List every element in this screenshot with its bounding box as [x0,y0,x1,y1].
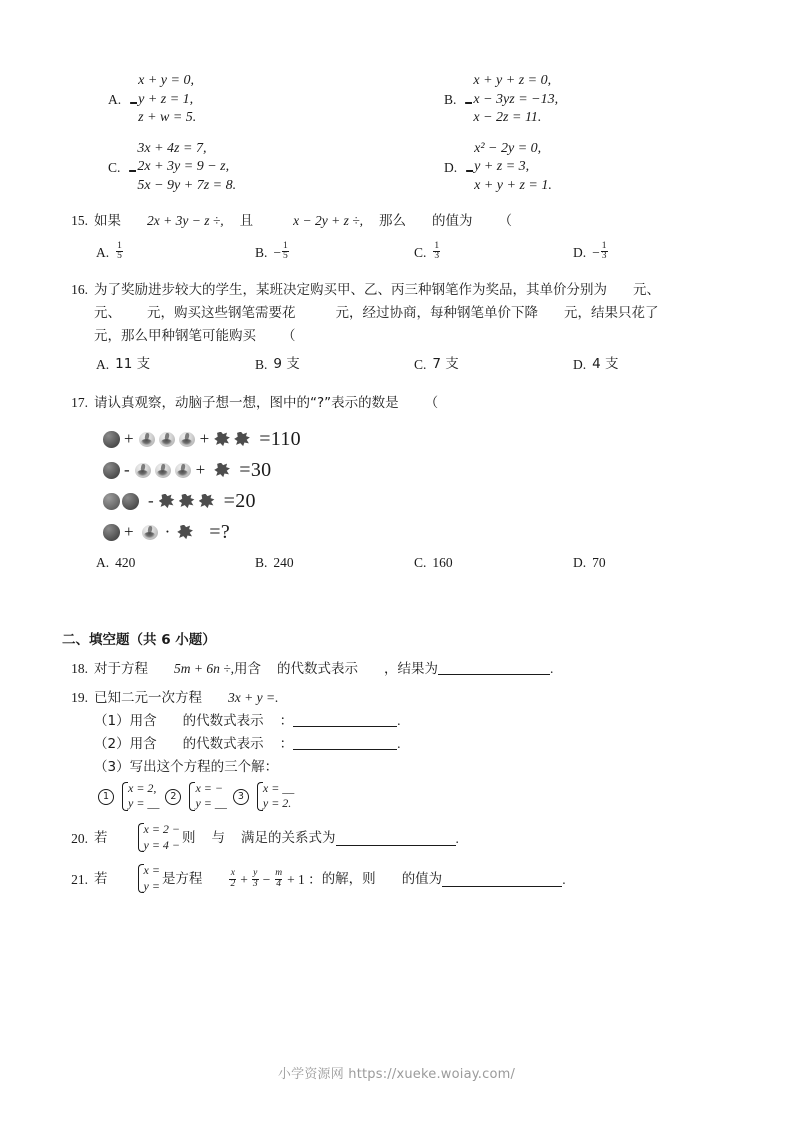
fraction-x-over-2 [229,869,236,889]
answer-blank[interactable] [293,713,397,727]
q20-text-c: 与 [211,829,226,846]
option-text: 7 支 [432,355,459,372]
q17-stem [62,392,732,415]
q20-number: 20. [71,830,88,846]
plus-sign: + [195,460,206,480]
q19-expression: 3x + y =. [228,690,279,706]
solution-marker-1: 1 [98,789,114,805]
plus-sign: + [124,429,134,449]
q21-system [136,863,160,894]
brace-icon [255,781,261,812]
minus-sign: - [124,460,130,480]
q21-stem [62,864,732,895]
fraction [601,242,608,262]
q15-text-b: 且 [239,212,254,229]
q17-options [62,552,732,574]
brace-icon [187,781,193,812]
q15-text-a: 如果 [94,212,121,229]
fraction-numerator: m [275,868,283,879]
fraction-denominator: 3 [434,251,440,262]
option-text: 420 [115,554,136,570]
fraction [282,242,289,262]
option-text: 70 [592,554,606,570]
puzzle-result: =20 [223,489,256,512]
q19-number: 19. [71,690,88,706]
brace-icon [120,781,126,812]
q15-text-d: 的值为 [432,212,473,229]
equation-line: x = − [195,780,223,795]
q20-equations [142,822,181,853]
question-16 [62,279,732,375]
q21-text-a: 若 [94,870,108,887]
question-20 [62,823,732,854]
q19-sub2-label: （2） [94,736,130,753]
splat-icon [159,494,175,509]
cracked-ball-icon [155,463,171,478]
q15-number: 15. [71,212,88,228]
solution-equations [261,781,294,812]
q16-text-3a: 元，那么甲种钢笔可能购买 [94,328,256,345]
q14-option-a-equations [135,72,196,128]
option-text: 11 支 [115,355,151,372]
equation-line: y = 2. [262,796,292,811]
puzzle-result: =110 [259,427,301,450]
equation-line: x = 2 − [143,822,181,837]
equation-line: y = __ [195,796,227,811]
q18-number: 18. [71,660,88,676]
stone-icon [103,524,120,541]
option-label: A. [96,554,110,570]
q14-option-a-label: A. [108,91,122,107]
question-15 [62,210,732,264]
equation-line: 5x − 9y + 7z = 8. [137,178,237,194]
q17-puzzle-figure [62,424,732,548]
equation-line: 3x + 4z = 7, [137,140,207,156]
solution-equations [126,781,159,812]
puzzle-equation-row [102,424,732,455]
q19-stem [62,687,732,710]
q18-period: . [550,660,554,676]
q17-paren: （ [424,394,439,411]
splat-icon [177,525,193,540]
equation-line: x − 2z = 11. [473,110,542,126]
q14-option-a[interactable] [62,72,396,128]
plus-sign: + [199,429,210,449]
equation-line: 2x + 3y = 9 − z, [137,159,230,175]
splat-icon [199,494,215,509]
q15-option-b[interactable] [255,242,414,264]
q19-sub2-period: . [397,736,401,752]
q16-number: 16. [71,282,88,298]
q21-equations [142,863,160,894]
q16-paren: （ [282,328,296,345]
q19-sub-3 [62,756,732,779]
cracked-ball-icon [175,463,191,478]
q16-option-a[interactable] [96,354,255,376]
section-2-heading: 二、填空题（共 6 小题） [62,631,216,648]
q21-period: . [562,871,566,887]
solution-equations [193,781,226,812]
question-19 [62,687,732,813]
stone-icon [122,493,139,510]
q14-option-d[interactable] [396,140,732,196]
q14-option-b[interactable] [396,72,732,128]
q14-option-c[interactable] [62,140,396,196]
q16-text-1-tail: 元、 [633,282,660,299]
q18-text-c: 的代数式表示 [277,660,359,677]
puzzle-result: =? [209,520,231,543]
option-label: D. [573,244,587,260]
question-17 [62,392,732,574]
watermark-footer: 小学资源网 https://xueke.woiay.com/ [277,1067,516,1082]
q19-solutions [62,782,732,813]
q16-text-2c: 元，经过协商，每种钢笔单价下降 [335,305,538,322]
q15-paren: （ [498,212,512,229]
fraction-denominator: 3 [601,251,607,262]
equation-line: x + y = 0, [138,73,194,88]
q15-option-c[interactable] [414,242,573,264]
q17-option-d[interactable] [573,552,732,574]
q14-options-block [62,72,732,196]
equation-line: x + y + z = 1. [474,178,552,194]
answer-blank[interactable] [336,832,456,846]
question-18 [62,658,732,681]
puzzle-result: =30 [239,458,272,481]
splat-icon [234,432,250,447]
equation-line: x + y + z = 0, [473,73,552,88]
fraction-denominator: 2 [230,878,236,889]
equation-line: x − 3yz = −13, [473,91,559,107]
option-label: B. [255,554,268,570]
option-sign: − [592,244,600,260]
q21-text-d: 的值为 [401,870,443,887]
equation-line: z + w = 5. [138,110,197,126]
q16-line-1 [62,279,732,302]
q17-number: 17. [71,394,88,410]
q21-text-b: 是方程 [161,870,203,887]
q14-options-row-2 [62,140,732,196]
option-label: C. [414,244,427,260]
q19-sub2-text-b: 的代数式表示 [182,736,264,753]
answer-blank[interactable] [438,661,550,675]
splat-icon [179,494,195,509]
q16-options [62,354,732,376]
puzzle-equation-row [102,486,732,517]
cracked-ball-icon [135,463,151,478]
splat-icon [214,463,230,478]
puzzle-equation-row [102,517,732,548]
q19-sub3-text: 写出这个方程的三个解： [129,758,279,775]
q15-expression-b: x − 2y + z ÷, [293,212,363,228]
q16-option-b[interactable] [255,354,414,376]
solution-marker-3: 3 [233,789,249,805]
question-21 [62,864,732,895]
fraction [433,242,440,262]
q19-sub2-text-a: 用含 [129,736,157,753]
brace-icon [136,822,142,853]
equation-line: y + z = 3, [474,159,530,175]
q16-text-2b: 元，购买这些钢笔需要花 [147,305,296,322]
option-label: A. [96,244,110,260]
option-text: 9 支 [273,355,300,372]
q18-text-d: ，结果为 [384,660,439,677]
fraction-y-over-3 [252,869,259,889]
stone-icon [103,462,120,479]
q18-expression: 5m + 6n ÷, [174,660,235,676]
q19-sub1-text-b: 的代数式表示 [182,713,264,730]
q21-number: 21. [71,871,88,887]
q17-option-a[interactable] [96,552,255,574]
equation-line: y = 4 − [143,837,181,852]
q17-option-c[interactable] [414,552,573,574]
option-text: 4 支 [592,355,619,372]
fraction-numerator: x [230,868,235,879]
q16-line-2 [62,302,732,325]
q19-sub1-period: . [397,713,401,729]
q20-system [136,822,181,853]
equation-line: x = __ [262,780,295,795]
fraction-numerator: 1 [601,240,607,251]
option-label: C. [414,554,427,570]
equation-line: y + z = 1, [138,91,194,107]
solution-system-3 [255,781,294,812]
cracked-ball-icon [159,432,175,447]
q19-sub1-label: （1） [94,713,130,730]
option-label: B. [255,244,268,260]
q18-text-a: 对于方程 [94,660,148,677]
equation-line: x = [143,863,160,878]
section-2 [62,628,732,896]
q16-text-1: 为了奖励进步较大的学生，某班决定购买甲、乙、丙三种钢笔作为奖品，其单价分别为 [94,282,607,299]
q20-period: . [455,830,459,846]
fraction-denominator: 5 [283,251,288,262]
q19-sub1-text-a: 用含 [129,713,157,730]
equation-line: y = __ [128,796,160,811]
stone-icon [103,493,120,510]
q15-text-c: 那么 [379,212,406,229]
q19-text-a: 已知二元一次方程 [94,690,202,707]
multiply-dot: · [164,522,171,542]
q14-option-c-label: C. [108,159,121,175]
fraction-numerator: y [253,868,258,879]
option-text: 240 [273,554,294,570]
fraction-numerator: 1 [434,240,440,251]
fraction-denominator: 3 [252,878,258,889]
q21-text-c: 的解，则 [321,870,376,887]
q19-sub-1 [62,710,732,733]
q19-sub3-label: （3） [94,758,130,775]
q19-sub-2 [62,733,732,756]
q15-option-a[interactable] [96,242,255,264]
fraction-denominator: 4 [276,878,281,889]
q15-expression-a: 2x + 3y − z ÷, [147,212,224,228]
page-content [62,72,732,902]
option-label: D. [573,554,587,570]
q20-text-d: 满足的关系式为 [241,829,336,846]
q19-sub2-colon: ： [279,736,294,753]
brace-icon [136,863,142,894]
equation-line: x² − 2y = 0, [474,140,542,156]
q18-stem [62,658,732,681]
answer-blank[interactable] [442,873,562,887]
q14-options-row-1 [62,72,732,128]
q14-option-d-equations [471,140,552,196]
option-sign: − [273,244,282,260]
q16-option-c[interactable] [414,354,573,376]
option-text: 160 [432,554,453,570]
q16-line-3 [62,325,732,348]
q20-text-b: 则 [182,829,196,846]
q19-sub1-colon: ： [279,713,294,730]
equation-line: x = 2, [128,780,157,795]
q16-option-d[interactable] [573,354,732,376]
option-label: D. [573,356,587,372]
option-label: B. [255,356,268,372]
plus-sign: + [124,522,134,542]
splat-icon [214,432,230,447]
q17-text: 请认真观察，动脑子想一想，图中的“?”表示的数是 [94,394,399,411]
answer-blank[interactable] [293,736,397,750]
option-label: A. [96,356,110,372]
q20-stem [62,823,732,854]
q21-operator-3: + 1 ： [287,871,322,887]
cracked-ball-icon [142,525,158,540]
stone-icon [103,431,120,448]
fraction-m-over-4 [274,869,283,889]
solution-system-2 [187,781,226,812]
q17-option-b[interactable] [255,552,414,574]
fraction-denominator: 5 [117,251,122,262]
q20-text-a: 若 [94,829,108,846]
q16-text-2a: 元、 [94,305,121,322]
q18-text-b: 用含 [234,660,262,677]
q14-option-b-label: B. [444,91,457,107]
fraction-numerator: 1 [117,240,122,251]
solution-marker-2: 2 [165,789,181,805]
q21-operator-1: + [240,871,248,887]
q14-option-b-equations [470,72,558,128]
q15-stem [62,210,732,233]
minus-sign: - [148,491,154,511]
q14-option-c-equations [134,140,236,196]
puzzle-equation-row [102,455,732,486]
cracked-ball-icon [179,432,195,447]
q14-option-d-label: D. [444,159,458,175]
option-label: C. [414,356,427,372]
cracked-ball-icon [139,432,155,447]
equation-line: y = [143,878,160,893]
fraction-numerator: 1 [283,240,288,251]
q16-text-2d: 元，结果只花了 [564,305,659,322]
fraction [116,242,123,262]
q21-operator-2: − [262,871,271,887]
solution-system-1 [120,781,159,812]
q15-options [62,242,732,264]
q15-option-d[interactable] [573,242,732,264]
